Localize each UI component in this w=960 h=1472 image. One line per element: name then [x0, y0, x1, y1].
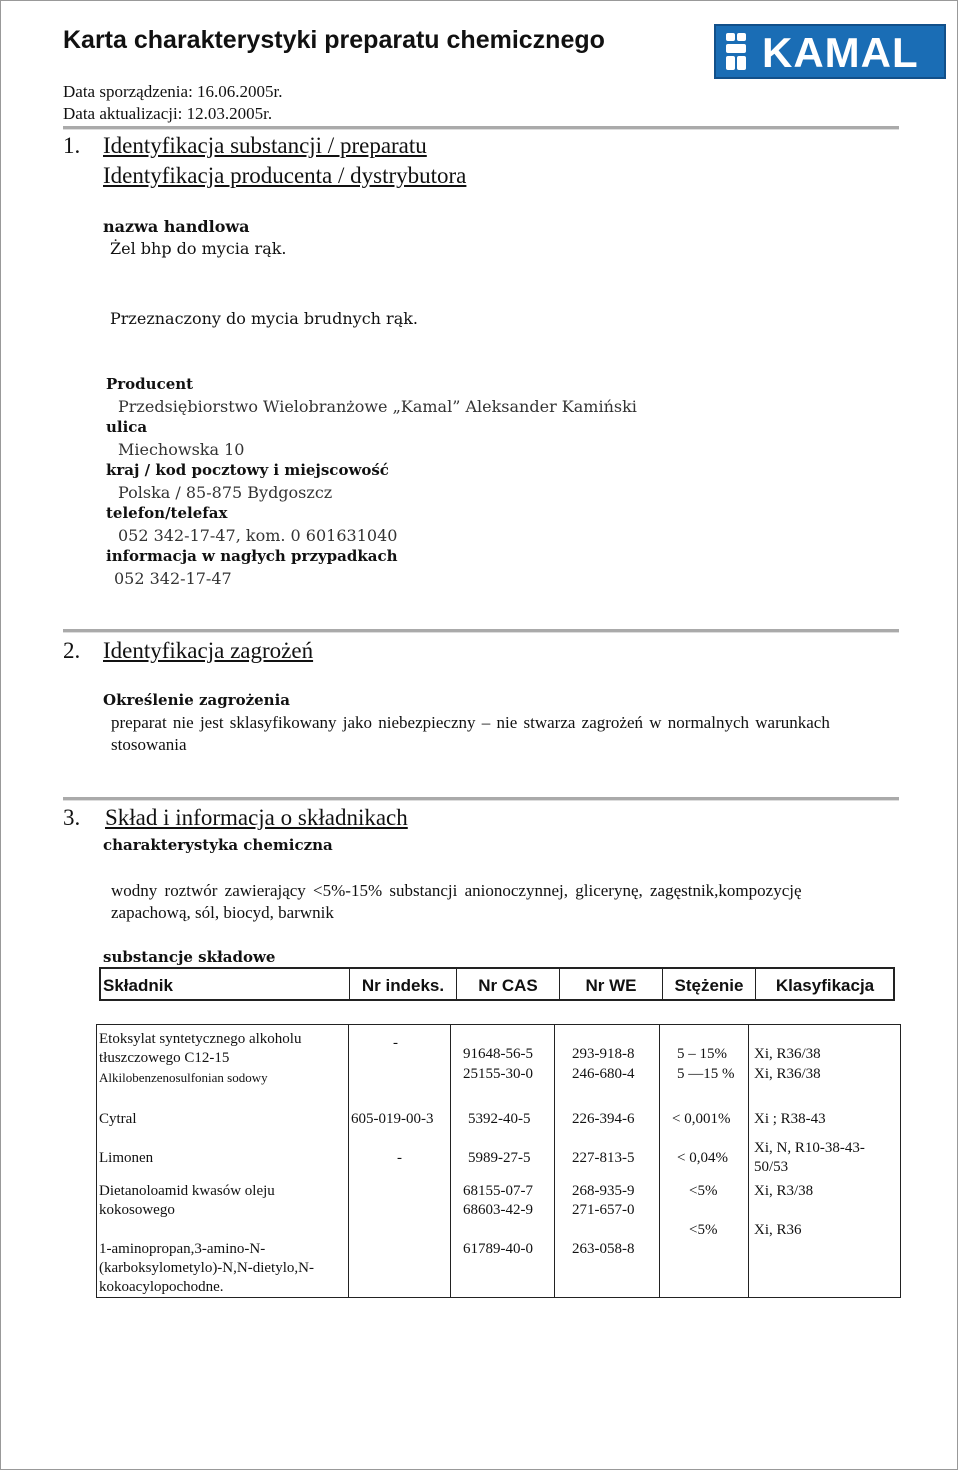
- row4-cas1: 68155-07-7: [463, 1183, 533, 1199]
- section1-number: 1.: [63, 133, 81, 158]
- row1-we2: 246-680-4: [572, 1066, 635, 1082]
- col-header-classification: Klasyfikacja: [755, 969, 894, 999]
- hazard-line1: preparat nie jest sklasyfikowany jako niebezpieczny – nie stwarza zagrożeń w normalnych warunkach: [111, 713, 830, 732]
- row3-cls1: Xi, N, R10-38-43-: [754, 1140, 865, 1156]
- row2-name: Cytral: [99, 1111, 137, 1127]
- row4-cas2: 68603-42-9: [463, 1202, 533, 1218]
- row5-we: 263-058-8: [572, 1241, 635, 1257]
- col-header-concentration: Stężenie: [662, 969, 755, 999]
- row4-name-line1: Dietanoloamid kwasów oleju: [99, 1183, 275, 1199]
- street-label: ulica: [106, 418, 148, 436]
- emergency-label: informacja w nagłych przypadkach: [106, 547, 398, 565]
- row3-conc: < 0,04%: [677, 1150, 728, 1166]
- row1-conc2: 5 —15 %: [677, 1066, 735, 1082]
- phone-label: telefon/telefax: [106, 504, 228, 522]
- country-label: kraj / kod pocztowy i miejscowość: [106, 461, 389, 479]
- chem-line2: zapachową, sól, biocyd, barwnik: [111, 903, 334, 922]
- section3-number: 3.: [63, 805, 81, 830]
- chem-label: charakterystyka chemiczna: [103, 836, 333, 854]
- row1-we1: 293-918-8: [572, 1046, 635, 1062]
- section1-heading: [103, 133, 427, 159]
- col-header-cas: Nr CAS: [456, 969, 559, 999]
- row4-conc1: <5%: [689, 1183, 718, 1199]
- row4-we2: 271-657-0: [572, 1202, 635, 1218]
- col-header-we: Nr WE: [559, 969, 662, 999]
- row3-cls2: 50/53: [754, 1159, 789, 1175]
- trade-name-label: nazwa handlowa: [103, 217, 250, 236]
- divider: [63, 629, 899, 633]
- components-table-header: [99, 967, 895, 1001]
- column-divider: [450, 1025, 451, 1297]
- row1-index: -: [393, 1035, 398, 1051]
- column-divider: [748, 1025, 749, 1297]
- row4-we1: 268-935-9: [572, 1183, 635, 1199]
- row1-cls2: Xi, R36/38: [754, 1066, 821, 1082]
- section1-heading-2: [103, 163, 466, 189]
- section2-number: 2.: [63, 638, 81, 663]
- logo-text: KAMAL: [762, 29, 919, 76]
- row4-name-line2: kokosowego: [99, 1202, 175, 1218]
- column-divider: [554, 1025, 555, 1297]
- row4-cls1: Xi, R3/38: [754, 1183, 814, 1199]
- row3-name: Limonen: [99, 1150, 154, 1166]
- row1-conc1: 5 – 15%: [677, 1046, 727, 1062]
- hazard-line2: stosowania: [111, 735, 187, 754]
- row2-conc: < 0,001%: [672, 1111, 731, 1127]
- date-created: Data sporządzenia: 16.06.2005r.: [63, 82, 283, 101]
- row1-name-line1: Etoksylat syntetycznego alkoholu: [99, 1031, 302, 1047]
- trade-name: Żel bhp do mycia rąk.: [110, 239, 287, 258]
- phone: 052 342-17-47, kom. 0 601631040: [118, 526, 398, 545]
- col-header-component: Składnik: [103, 976, 173, 995]
- row2-index: 605-019-00-3: [351, 1111, 434, 1127]
- components-label: substancje składowe: [103, 948, 276, 966]
- purpose: Przeznaczony do mycia brudnych rąk.: [110, 309, 419, 328]
- section1-heading-line1: Identyfikacja substancji / preparatu: [103, 133, 427, 158]
- divider: [63, 797, 899, 801]
- producer-label: Producent: [106, 375, 194, 393]
- row1-name-small: Alkilobenzenosulfonian sodowy: [99, 1070, 268, 1085]
- section2-heading-text: Identyfikacja zagrożeń: [103, 638, 314, 663]
- row2-cls: Xi ; R38-43: [754, 1111, 826, 1127]
- row5-name-line2: (karboksylometylo)-N,N-dietylo,N-: [99, 1260, 314, 1276]
- row1-cas1: 91648-56-5: [463, 1046, 533, 1062]
- row1-name-line2: tłuszczowego C12-15: [99, 1050, 230, 1066]
- section2-heading: [103, 638, 313, 664]
- street: Miechowska 10: [118, 440, 245, 459]
- row4-conc2: <5%: [689, 1222, 718, 1238]
- emergency: 052 342-17-47: [114, 569, 232, 588]
- row2-we: 226-394-6: [572, 1111, 635, 1127]
- col-header-index: Nr indeks.: [349, 969, 456, 999]
- kamal-logo-icon: [722, 30, 758, 74]
- section3-heading-text: Skład i informacja o składnikach: [105, 805, 408, 830]
- row1-cls1: Xi, R36/38: [754, 1046, 821, 1062]
- chem-line1: wodny roztwór zawierający <5%-15% substancji anionoczynnej, glicerynę, zagęstnik,kompozycję: [111, 881, 802, 900]
- row5-name-line3: kokoacylopochodne.: [99, 1279, 224, 1295]
- row4-cls2: Xi, R36: [754, 1222, 802, 1238]
- row3-we: 227-813-5: [572, 1150, 635, 1166]
- company-logo: [714, 24, 946, 79]
- document-title: Karta charakterystyki preparatu chemicznego: [63, 26, 605, 54]
- section3-heading: [105, 805, 408, 831]
- divider: [63, 126, 899, 130]
- row3-cas: 5989-27-5: [468, 1150, 531, 1166]
- row3-index: -: [397, 1150, 402, 1166]
- row2-cas: 5392-40-5: [468, 1111, 531, 1127]
- components-table: [96, 1024, 901, 1298]
- row1-cas2: 25155-30-0: [463, 1066, 533, 1082]
- section1-heading-line2: Identyfikacja producenta / dystrybutora: [103, 163, 467, 188]
- row5-name-line1: 1-aminopropan,3-amino-N-: [99, 1241, 266, 1257]
- row5-cas: 61789-40-0: [463, 1241, 533, 1257]
- date-updated: Data aktualizacji: 12.03.2005r.: [63, 104, 273, 123]
- column-divider: [348, 1025, 349, 1297]
- producer: Przedsiębiorstwo Wielobranżowe „Kamal” Aleksander Kamiński: [118, 397, 637, 416]
- hazard-label: Określenie zagrożenia: [103, 691, 290, 709]
- column-divider: [659, 1025, 660, 1297]
- country: Polska / 85-875 Bydgoszcz: [118, 483, 333, 502]
